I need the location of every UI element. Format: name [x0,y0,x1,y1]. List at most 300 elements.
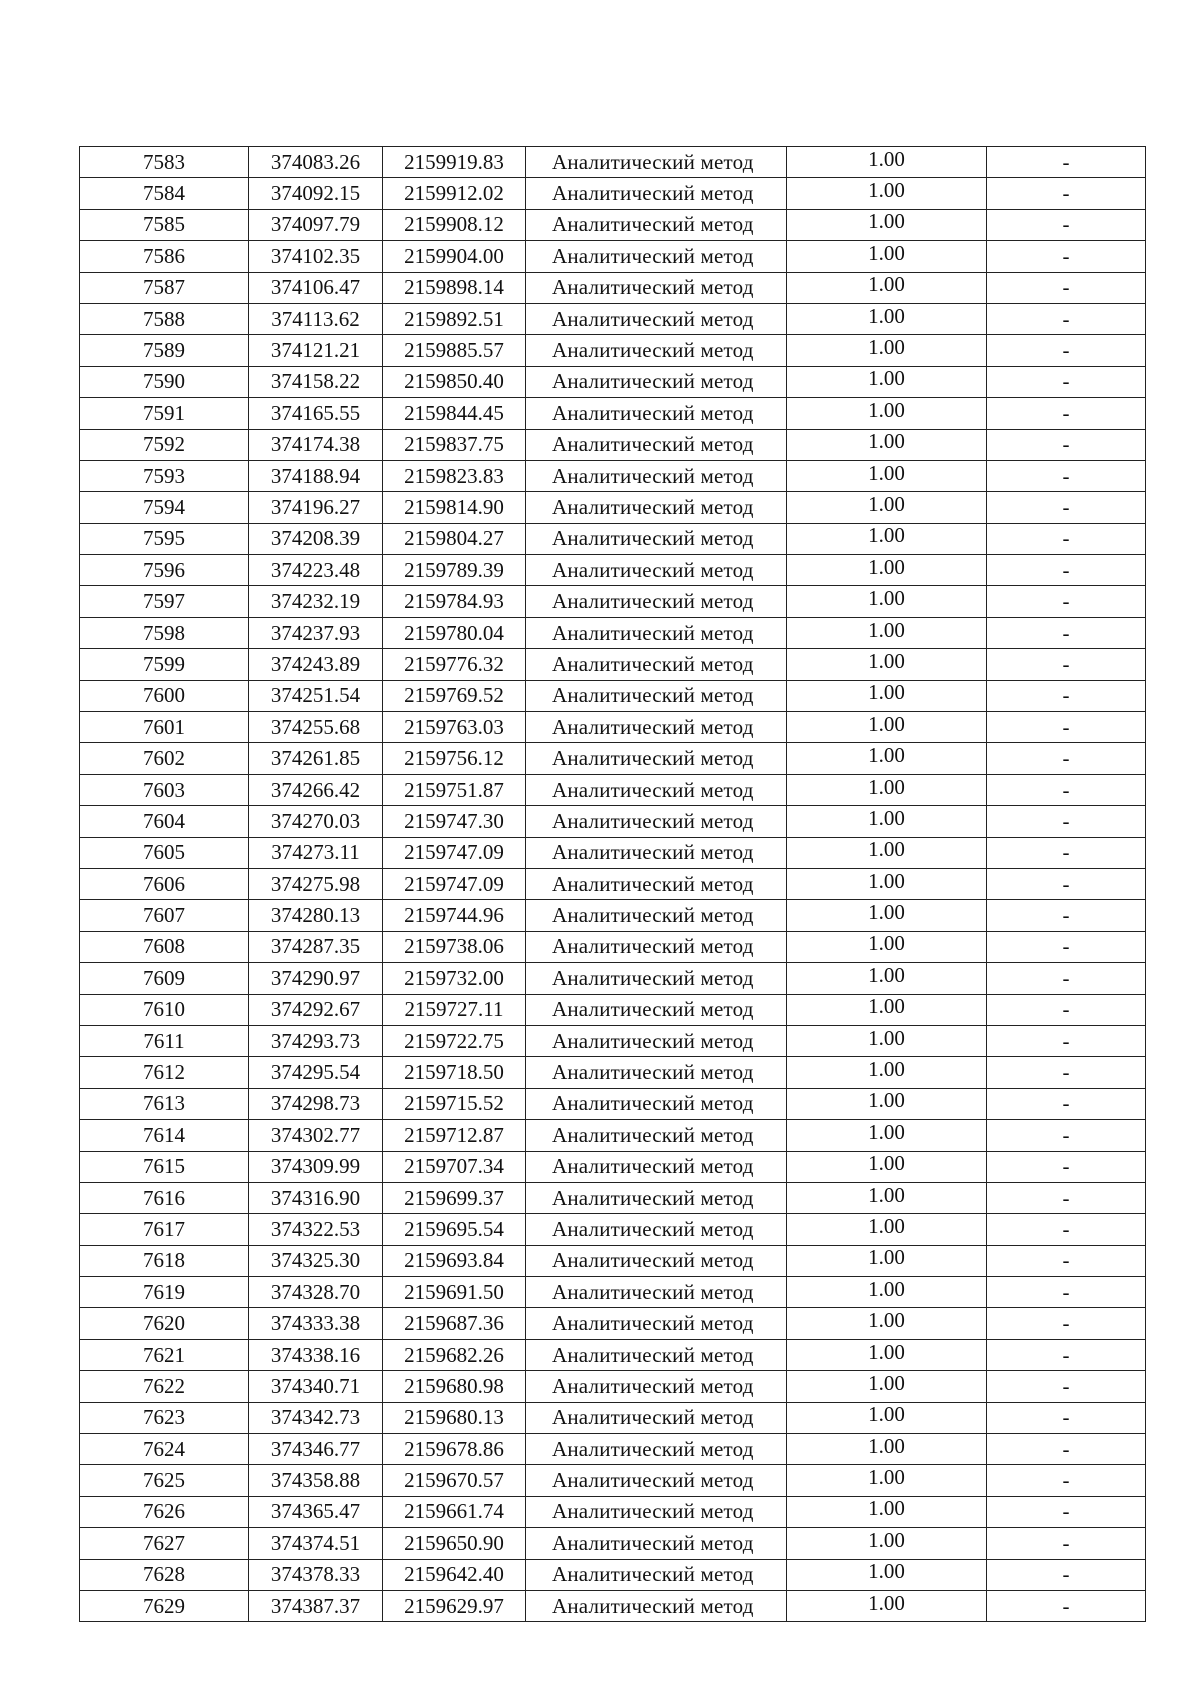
table-row [80,900,1146,931]
x-coordinate-cell-text: 374121.21 [270,338,361,363]
note-cell [987,147,1146,178]
accuracy-cell [787,1214,987,1245]
method-cell-text: Аналитический метод [552,1154,754,1179]
y-coordinate-cell-text: 2159722.75 [404,1028,504,1053]
accuracy-cell-text: 1.00 [868,146,905,171]
method-cell [526,774,787,805]
y-coordinate-cell [383,1434,526,1465]
table-row [80,1120,1146,1151]
note-cell-text: - [1062,557,1070,582]
method-cell [526,963,787,994]
point-number-cell-text: 7595 [143,526,185,551]
note-cell [987,1590,1146,1621]
method-cell [526,1245,787,1276]
note-cell [987,868,1146,899]
point-number-cell-text: 7586 [143,243,185,268]
method-cell-text: Аналитический метод [552,243,754,268]
point-number-cell-text: 7588 [143,306,185,331]
method-cell-text: Аналитический метод [552,463,754,488]
point-number-cell-text: 7584 [143,181,185,206]
accuracy-cell-text: 1.00 [868,1370,905,1395]
note-cell-text: - [1062,432,1070,457]
method-cell-text: Аналитический метод [552,1248,754,1273]
table-row [80,963,1146,994]
accuracy-cell-text: 1.00 [868,711,905,736]
method-cell-text: Аналитический метод [552,714,754,739]
accuracy-cell-text: 1.00 [868,837,905,862]
point-number-cell [80,617,249,648]
note-cell-text: - [1062,1499,1070,1524]
table-body [80,147,1146,1622]
note-cell [987,303,1146,334]
note-cell [987,1308,1146,1339]
x-coordinate-cell-text: 374165.55 [270,400,361,425]
y-coordinate-cell [383,523,526,554]
table-row [80,931,1146,962]
accuracy-cell [787,712,987,743]
y-coordinate-cell-text: 2159718.50 [404,1060,504,1085]
point-number-cell-text: 7587 [143,275,185,300]
point-number-cell [80,1434,249,1465]
accuracy-cell [787,774,987,805]
x-coordinate-cell-text: 374338.16 [270,1342,361,1367]
table-row [80,1496,1146,1527]
table-row [80,837,1146,868]
y-coordinate-cell [383,1025,526,1056]
accuracy-cell-text: 1.00 [868,1119,905,1144]
y-coordinate-cell-text: 2159789.39 [404,557,504,582]
point-number-cell [80,837,249,868]
method-cell [526,1308,787,1339]
note-cell-text: - [1062,149,1070,174]
note-cell-text: - [1062,1530,1070,1555]
note-cell [987,712,1146,743]
table-row [80,335,1146,366]
y-coordinate-cell [383,1277,526,1308]
x-coordinate-cell [249,1308,383,1339]
table-row [80,1434,1146,1465]
method-cell-text: Аналитический метод [552,1216,754,1241]
note-cell [987,963,1146,994]
method-cell-text: Аналитический метод [552,526,754,551]
accuracy-cell [787,335,987,366]
accuracy-cell-text: 1.00 [868,460,905,485]
x-coordinate-cell-text: 374261.85 [270,746,361,771]
note-cell [987,1528,1146,1559]
point-number-cell-text: 7605 [143,840,185,865]
point-number-cell-text: 7621 [143,1342,185,1367]
accuracy-cell-text: 1.00 [868,868,905,893]
point-number-cell [80,1151,249,1182]
note-cell [987,1245,1146,1276]
y-coordinate-cell-text: 2159756.12 [404,746,504,771]
note-cell-text: - [1062,997,1070,1022]
note-cell-text: - [1062,1373,1070,1398]
x-coordinate-cell-text: 374106.47 [270,275,361,300]
y-coordinate-cell-text: 2159912.02 [404,181,504,206]
accuracy-cell [787,1245,987,1276]
method-cell [526,1151,787,1182]
accuracy-cell-text: 1.00 [868,178,905,203]
y-coordinate-cell [383,1559,526,1590]
x-coordinate-cell-text: 374378.33 [270,1562,361,1587]
y-coordinate-cell-text: 2159823.83 [404,463,504,488]
accuracy-cell-text: 1.00 [868,1151,905,1176]
note-cell-text: - [1062,589,1070,614]
x-coordinate-cell [249,994,383,1025]
note-cell-text: - [1062,1122,1070,1147]
y-coordinate-cell [383,492,526,523]
x-coordinate-cell [249,1182,383,1213]
y-coordinate-cell-text: 2159670.57 [404,1468,504,1493]
y-coordinate-cell [383,1371,526,1402]
note-cell-text: - [1062,306,1070,331]
note-cell [987,209,1146,240]
x-coordinate-cell-text: 374316.90 [270,1185,361,1210]
note-cell [987,1402,1146,1433]
method-cell [526,429,787,460]
point-number-cell [80,1339,249,1370]
note-cell [987,774,1146,805]
accuracy-cell-text: 1.00 [868,962,905,987]
table-row [80,398,1146,429]
point-number-cell [80,272,249,303]
note-cell-text: - [1062,1593,1070,1618]
x-coordinate-cell [249,1277,383,1308]
accuracy-cell-text: 1.00 [868,994,905,1019]
note-cell-text: - [1062,1468,1070,1493]
point-number-cell-text: 7607 [143,903,185,928]
x-coordinate-cell-text: 374328.70 [270,1279,361,1304]
x-coordinate-cell-text: 374083.26 [270,149,361,174]
y-coordinate-cell [383,1402,526,1433]
x-coordinate-cell [249,1590,383,1621]
method-cell-text: Аналитический метод [552,1060,754,1085]
note-cell-text: - [1062,1028,1070,1053]
x-coordinate-cell [249,209,383,240]
x-coordinate-cell [249,1371,383,1402]
table-row [80,743,1146,774]
y-coordinate-cell-text: 2159763.03 [404,714,504,739]
point-number-cell [80,712,249,743]
method-cell [526,1214,787,1245]
y-coordinate-cell-text: 2159908.12 [404,212,504,237]
y-coordinate-cell [383,460,526,491]
method-cell [526,649,787,680]
table-row [80,1214,1146,1245]
y-coordinate-cell [383,1590,526,1621]
point-number-cell [80,178,249,209]
note-cell-text: - [1062,243,1070,268]
x-coordinate-cell [249,1120,383,1151]
accuracy-cell [787,555,987,586]
note-cell-text: - [1062,1562,1070,1587]
x-coordinate-cell-text: 374196.27 [270,494,361,519]
method-cell-text: Аналитический метод [552,275,754,300]
accuracy-cell-text: 1.00 [868,931,905,956]
method-cell-text: Аналитический метод [552,683,754,708]
y-coordinate-cell-text: 2159747.09 [404,840,504,865]
method-cell [526,1559,787,1590]
accuracy-cell-text: 1.00 [868,366,905,391]
table-row [80,1182,1146,1213]
y-coordinate-cell-text: 2159682.26 [404,1342,504,1367]
table-row [80,1025,1146,1056]
point-number-cell-text: 7596 [143,557,185,582]
y-coordinate-cell [383,837,526,868]
method-cell [526,712,787,743]
accuracy-cell-text: 1.00 [868,209,905,234]
y-coordinate-cell-text: 2159715.52 [404,1091,504,1116]
note-cell [987,460,1146,491]
method-cell [526,241,787,272]
y-coordinate-cell-text: 2159904.00 [404,243,504,268]
method-cell-text: Аналитический метод [552,306,754,331]
note-cell-text: - [1062,620,1070,645]
table-row [80,712,1146,743]
accuracy-cell [787,1057,987,1088]
method-cell-text: Аналитический метод [552,1028,754,1053]
method-cell-text: Аналитический метод [552,871,754,896]
method-cell-text: Аналитический метод [552,589,754,614]
note-cell-text: - [1062,1279,1070,1304]
method-cell-text: Аналитический метод [552,1530,754,1555]
table-row [80,617,1146,648]
note-cell-text: - [1062,1185,1070,1210]
table-row [80,1088,1146,1119]
table-row [80,523,1146,554]
x-coordinate-cell [249,178,383,209]
note-cell [987,1214,1146,1245]
accuracy-cell [787,1496,987,1527]
accuracy-cell [787,1025,987,1056]
y-coordinate-cell [383,586,526,617]
y-coordinate-cell [383,617,526,648]
method-cell [526,398,787,429]
point-number-cell [80,774,249,805]
x-coordinate-cell-text: 374374.51 [270,1530,361,1555]
y-coordinate-cell-text: 2159747.30 [404,808,504,833]
note-cell [987,335,1146,366]
note-cell-text: - [1062,903,1070,928]
y-coordinate-cell-text: 2159680.98 [404,1373,504,1398]
note-cell-text: - [1062,934,1070,959]
x-coordinate-cell-text: 374358.88 [270,1468,361,1493]
x-coordinate-cell-text: 374333.38 [270,1311,361,1336]
point-number-cell [80,366,249,397]
point-number-cell-text: 7622 [143,1373,185,1398]
accuracy-cell [787,303,987,334]
method-cell [526,1057,787,1088]
point-number-cell [80,1559,249,1590]
y-coordinate-cell [383,743,526,774]
method-cell-text: Аналитический метод [552,1499,754,1524]
point-number-cell [80,1496,249,1527]
method-cell [526,1402,787,1433]
table-row [80,209,1146,240]
accuracy-cell-text: 1.00 [868,240,905,265]
x-coordinate-cell [249,147,383,178]
accuracy-cell [787,806,987,837]
method-cell [526,1025,787,1056]
method-cell [526,868,787,899]
y-coordinate-cell [383,1182,526,1213]
point-number-cell-text: 7598 [143,620,185,645]
x-coordinate-cell [249,1151,383,1182]
accuracy-cell [787,1434,987,1465]
table-row [80,555,1146,586]
accuracy-cell-text: 1.00 [868,648,905,673]
accuracy-cell-text: 1.00 [868,586,905,611]
x-coordinate-cell [249,806,383,837]
point-number-cell [80,900,249,931]
y-coordinate-cell [383,1151,526,1182]
method-cell-text: Аналитический метод [552,494,754,519]
x-coordinate-cell [249,523,383,554]
accuracy-cell [787,994,987,1025]
method-cell-text: Аналитический метод [552,557,754,582]
method-cell [526,1528,787,1559]
table-row [80,303,1146,334]
method-cell-text: Аналитический метод [552,1562,754,1587]
point-number-cell-text: 7620 [143,1311,185,1336]
table-row [80,1308,1146,1339]
accuracy-cell-text: 1.00 [868,1182,905,1207]
y-coordinate-cell-text: 2159744.96 [404,903,504,928]
point-number-cell [80,335,249,366]
accuracy-cell-text: 1.00 [868,1276,905,1301]
x-coordinate-cell-text: 374309.99 [270,1154,361,1179]
y-coordinate-cell-text: 2159642.40 [404,1562,504,1587]
note-cell-text: - [1062,840,1070,865]
method-cell-text: Аналитический метод [552,651,754,676]
point-number-cell-text: 7593 [143,463,185,488]
note-cell [987,1371,1146,1402]
x-coordinate-cell [249,1496,383,1527]
point-number-cell [80,994,249,1025]
note-cell [987,1182,1146,1213]
method-cell-text: Аналитический метод [552,903,754,928]
x-coordinate-cell-text: 374325.30 [270,1248,361,1273]
y-coordinate-cell [383,1465,526,1496]
method-cell [526,680,787,711]
accuracy-cell-text: 1.00 [868,1088,905,1113]
y-coordinate-cell-text: 2159732.00 [404,965,504,990]
note-cell-text: - [1062,1436,1070,1461]
x-coordinate-cell [249,335,383,366]
y-coordinate-cell [383,712,526,743]
accuracy-cell-text: 1.00 [868,303,905,328]
point-number-cell [80,429,249,460]
table-row [80,868,1146,899]
point-number-cell [80,1120,249,1151]
note-cell [987,1151,1146,1182]
table-row [80,774,1146,805]
note-cell-text: - [1062,777,1070,802]
point-number-cell [80,492,249,523]
point-number-cell [80,1088,249,1119]
table-row [80,994,1146,1025]
x-coordinate-cell-text: 374092.15 [270,181,361,206]
x-coordinate-cell-text: 374237.93 [270,620,361,645]
note-cell [987,743,1146,774]
y-coordinate-cell [383,868,526,899]
accuracy-cell-text: 1.00 [868,1433,905,1458]
point-number-cell [80,1465,249,1496]
y-coordinate-cell [383,963,526,994]
y-coordinate-cell [383,241,526,272]
point-number-cell [80,963,249,994]
method-cell [526,837,787,868]
x-coordinate-cell [249,366,383,397]
method-cell-text: Аналитический метод [552,432,754,457]
accuracy-cell-text: 1.00 [868,1339,905,1364]
note-cell-text: - [1062,965,1070,990]
y-coordinate-cell-text: 2159678.86 [404,1436,504,1461]
x-coordinate-cell-text: 374275.98 [270,871,361,896]
accuracy-cell [787,617,987,648]
y-coordinate-cell-text: 2159747.09 [404,871,504,896]
note-cell [987,523,1146,554]
table-row [80,492,1146,523]
y-coordinate-cell-text: 2159661.74 [404,1499,504,1524]
x-coordinate-cell-text: 374280.13 [270,903,361,928]
accuracy-cell-text: 1.00 [868,1559,905,1584]
y-coordinate-cell-text: 2159844.45 [404,400,504,425]
point-number-cell [80,586,249,617]
accuracy-cell-text: 1.00 [868,1308,905,1333]
note-cell [987,1559,1146,1590]
point-number-cell-text: 7617 [143,1216,185,1241]
point-number-cell-text: 7628 [143,1562,185,1587]
y-coordinate-cell-text: 2159695.54 [404,1216,504,1241]
point-number-cell [80,1057,249,1088]
accuracy-cell-text: 1.00 [868,1057,905,1082]
note-cell [987,272,1146,303]
y-coordinate-cell-text: 2159699.37 [404,1185,504,1210]
point-number-cell-text: 7597 [143,589,185,614]
method-cell-text: Аналитический метод [552,620,754,645]
x-coordinate-cell [249,241,383,272]
x-coordinate-cell-text: 374302.77 [270,1122,361,1147]
x-coordinate-cell-text: 374113.62 [271,306,360,331]
method-cell-text: Аналитический метод [552,1468,754,1493]
method-cell [526,586,787,617]
accuracy-cell-text: 1.00 [868,743,905,768]
y-coordinate-cell-text: 2159804.27 [404,526,504,551]
method-cell [526,1496,787,1527]
point-number-cell-text: 7601 [143,714,185,739]
point-number-cell-text: 7589 [143,338,185,363]
point-number-cell-text: 7619 [143,1279,185,1304]
x-coordinate-cell-text: 374346.77 [270,1436,361,1461]
note-cell-text: - [1062,212,1070,237]
point-number-cell-text: 7615 [143,1154,185,1179]
method-cell [526,1277,787,1308]
x-coordinate-cell [249,303,383,334]
accuracy-cell [787,460,987,491]
x-coordinate-cell-text: 374287.35 [270,934,361,959]
method-cell-text: Аналитический метод [552,840,754,865]
point-number-cell-text: 7591 [143,400,185,425]
method-cell [526,931,787,962]
accuracy-cell [787,1088,987,1119]
accuracy-cell [787,272,987,303]
point-number-cell [80,1245,249,1276]
x-coordinate-cell-text: 374102.35 [270,243,361,268]
accuracy-cell-text: 1.00 [868,272,905,297]
accuracy-cell [787,366,987,397]
